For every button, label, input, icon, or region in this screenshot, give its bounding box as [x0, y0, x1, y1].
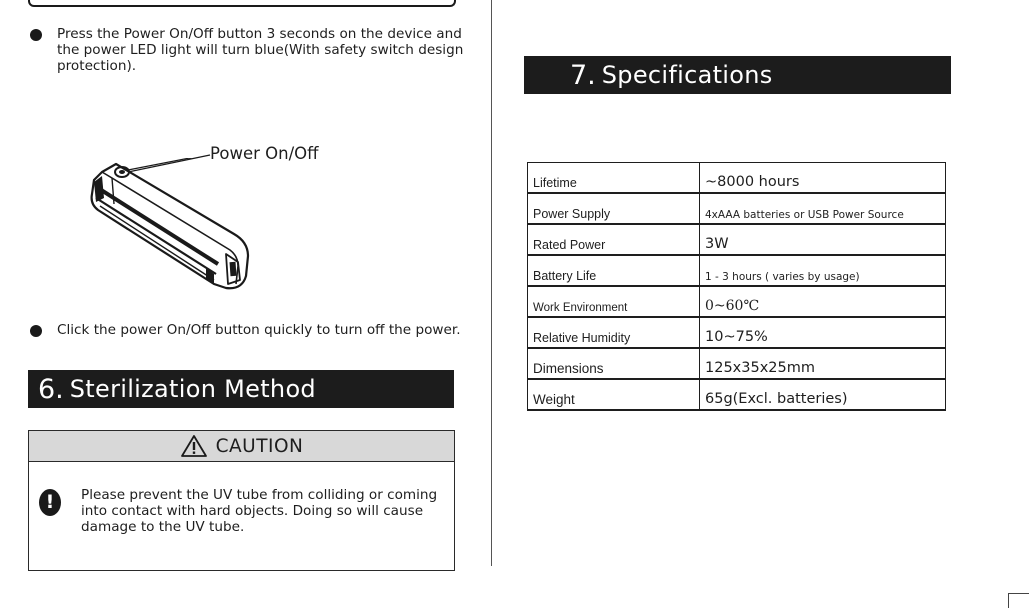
table-row	[528, 193, 946, 224]
spec-key: Work Environment	[528, 286, 700, 317]
table-row	[528, 317, 946, 348]
specifications-table	[527, 162, 946, 411]
spec-key: Relative Humidity	[528, 317, 700, 348]
caution-box	[28, 430, 455, 571]
leader-line	[128, 150, 212, 174]
spec-key: Battery Life	[528, 255, 700, 286]
column-divider	[491, 0, 492, 566]
bullet-dot	[30, 29, 42, 41]
exclamation-icon: !	[39, 489, 61, 516]
bullet-power-on	[30, 26, 470, 74]
spec-value: 4xAAA batteries or USB Power Source	[700, 193, 946, 224]
table-row	[528, 255, 946, 286]
bullet-power-off	[30, 322, 480, 338]
bullet-power-off-text: Click the power On/Off button quickly to turn off the power.	[57, 322, 461, 338]
table-row	[528, 286, 946, 317]
section-7-number: 7.	[570, 59, 596, 91]
warning-triangle-icon	[180, 434, 208, 458]
spec-key: Weight	[528, 379, 700, 410]
spec-key: Rated Power	[528, 224, 700, 255]
section-7-title: Specifications	[601, 61, 773, 89]
caution-title: CAUTION	[215, 435, 304, 457]
spec-value: 1 - 3 hours ( varies by usage)	[700, 255, 946, 286]
spec-value: ~8000 hours	[700, 163, 946, 194]
spec-value: 125x35x25mm	[700, 348, 946, 379]
uv-device-illustration	[88, 158, 258, 294]
spec-value: 10~75%	[700, 317, 946, 348]
caution-header	[29, 431, 454, 462]
bullet-power-on-text: Press the Power On/Off button 3 seconds on the device and the power LED light will turn blue(With safety switch design protection).	[57, 26, 464, 74]
power-button-label: Power On/Off	[210, 144, 319, 163]
bullet-dot	[30, 325, 42, 337]
spec-value: 0~60℃	[700, 286, 946, 317]
section-7-header	[524, 56, 951, 94]
table-row	[528, 224, 946, 255]
table-row	[528, 379, 946, 410]
caution-text: Please prevent the UV tube from colliding or coming into contact with hard objects. Doing so will cause damage to the UV tube.	[81, 487, 438, 535]
spec-key: Dimensions	[528, 348, 700, 379]
section-6-title: Sterilization Method	[69, 375, 316, 403]
spec-value: 65g(Excl. batteries)	[700, 379, 946, 410]
section-6-header	[28, 370, 454, 408]
caution-body	[39, 487, 446, 535]
spec-key: Power Supply	[528, 193, 700, 224]
spec-value: 3W	[700, 224, 946, 255]
table-row	[528, 163, 946, 194]
spec-key: Lifetime	[528, 163, 700, 194]
table-row	[528, 348, 946, 379]
previous-box-edge	[28, 0, 456, 7]
section-6-number: 6.	[38, 373, 64, 405]
